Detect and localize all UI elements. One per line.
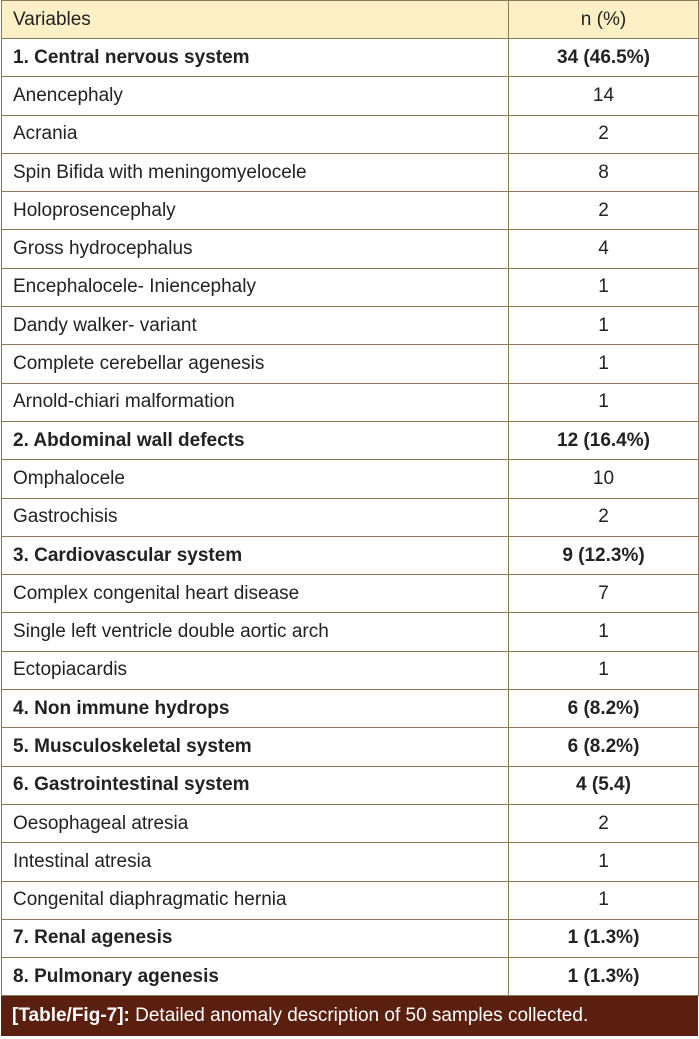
row-value: 1 bbox=[509, 345, 699, 383]
table-row bbox=[2, 307, 699, 345]
row-label: 8. Pulmonary agenesis bbox=[2, 958, 509, 996]
table-header-row bbox=[2, 1, 699, 39]
row-label: 1. Central nervous system bbox=[2, 39, 509, 77]
row-value: 1 bbox=[509, 881, 699, 919]
row-value: 8 bbox=[509, 153, 699, 191]
row-value: 1 bbox=[509, 307, 699, 345]
header-n-percent: n (%) bbox=[509, 1, 699, 39]
table-row-category bbox=[2, 919, 699, 957]
row-value: 1 bbox=[509, 613, 699, 651]
table-row bbox=[2, 881, 699, 919]
table-row-category bbox=[2, 536, 699, 574]
row-label: 7. Renal agenesis bbox=[2, 919, 509, 957]
row-value: 7 bbox=[509, 575, 699, 613]
row-value: 1 (1.3%) bbox=[509, 958, 699, 996]
table-row bbox=[2, 804, 699, 842]
table-body bbox=[2, 39, 699, 996]
row-label: Congenital diaphragmatic hernia bbox=[2, 881, 509, 919]
row-label: Arnold-chiari malformation bbox=[2, 383, 509, 421]
row-value: 2 bbox=[509, 498, 699, 536]
row-value: 2 bbox=[509, 804, 699, 842]
row-label: Anencephaly bbox=[2, 77, 509, 115]
table-row bbox=[2, 192, 699, 230]
row-value: 1 bbox=[509, 383, 699, 421]
row-value: 4 (5.4) bbox=[509, 766, 699, 804]
figure-caption bbox=[1, 996, 698, 1036]
row-label: 2. Abdominal wall defects bbox=[2, 421, 509, 459]
table-row bbox=[2, 498, 699, 536]
row-value: 14 bbox=[509, 77, 699, 115]
table-row bbox=[2, 268, 699, 306]
anomaly-table bbox=[1, 0, 699, 996]
row-value: 6 (8.2%) bbox=[509, 690, 699, 728]
table-row-category bbox=[2, 958, 699, 996]
table-row bbox=[2, 383, 699, 421]
row-label: Holoprosencephaly bbox=[2, 192, 509, 230]
table-row-category bbox=[2, 728, 699, 766]
header-variables: Variables bbox=[2, 1, 509, 39]
table-row bbox=[2, 230, 699, 268]
table-row bbox=[2, 843, 699, 881]
row-value: 1 bbox=[509, 268, 699, 306]
row-label: Dandy walker- variant bbox=[2, 307, 509, 345]
row-value: 10 bbox=[509, 460, 699, 498]
row-label: Single left ventricle double aortic arch bbox=[2, 613, 509, 651]
row-label: Complete cerebellar agenesis bbox=[2, 345, 509, 383]
row-value: 1 bbox=[509, 843, 699, 881]
row-value: 2 bbox=[509, 192, 699, 230]
table-row-category bbox=[2, 766, 699, 804]
row-label: Spin Bifida with meningomyelocele bbox=[2, 153, 509, 191]
row-value: 4 bbox=[509, 230, 699, 268]
row-label: 4. Non immune hydrops bbox=[2, 690, 509, 728]
caption-label: [Table/Fig-7]: bbox=[12, 1005, 130, 1027]
row-value: 2 bbox=[509, 115, 699, 153]
table-row-category bbox=[2, 39, 699, 77]
row-label: Encephalocele- Iniencephaly bbox=[2, 268, 509, 306]
row-value: 1 (1.3%) bbox=[509, 919, 699, 957]
row-label: Oesophageal atresia bbox=[2, 804, 509, 842]
row-label: Complex congenital heart disease bbox=[2, 575, 509, 613]
row-label: 5. Musculoskeletal system bbox=[2, 728, 509, 766]
table-row bbox=[2, 575, 699, 613]
table-row bbox=[2, 613, 699, 651]
row-label: Ectopiacardis bbox=[2, 651, 509, 689]
table-row bbox=[2, 345, 699, 383]
table-row bbox=[2, 460, 699, 498]
row-value: 9 (12.3%) bbox=[509, 536, 699, 574]
row-label: Gross hydrocephalus bbox=[2, 230, 509, 268]
table-row bbox=[2, 115, 699, 153]
row-label: Acrania bbox=[2, 115, 509, 153]
table-row bbox=[2, 651, 699, 689]
row-label: Gastrochisis bbox=[2, 498, 509, 536]
row-value: 34 (46.5%) bbox=[509, 39, 699, 77]
caption-text: Detailed anomaly description of 50 samples collected. bbox=[135, 1005, 589, 1027]
row-label: 6. Gastrointestinal system bbox=[2, 766, 509, 804]
row-label: 3. Cardiovascular system bbox=[2, 536, 509, 574]
row-label: Omphalocele bbox=[2, 460, 509, 498]
table-figure bbox=[1, 0, 698, 1036]
row-label: Intestinal atresia bbox=[2, 843, 509, 881]
table-row-category bbox=[2, 421, 699, 459]
row-value: 6 (8.2%) bbox=[509, 728, 699, 766]
table-row-category bbox=[2, 690, 699, 728]
row-value: 1 bbox=[509, 651, 699, 689]
table-row bbox=[2, 153, 699, 191]
row-value: 12 (16.4%) bbox=[509, 421, 699, 459]
table-row bbox=[2, 77, 699, 115]
